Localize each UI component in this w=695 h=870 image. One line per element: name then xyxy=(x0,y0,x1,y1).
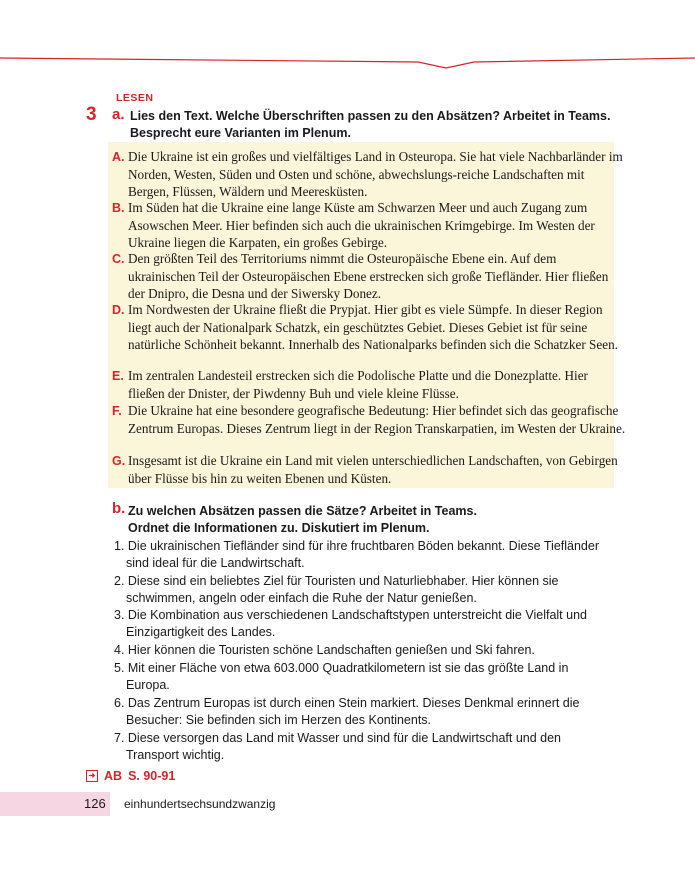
sentence-7: 7. Diese versorgen das Land mit Wasser und sind für die Landwirtschaft und den Transport wichtig. xyxy=(114,731,562,762)
section-label: LESEN xyxy=(116,92,154,104)
workbook-reference[interactable] xyxy=(86,769,175,783)
page-number-word: einhundertsechsundzwanzig xyxy=(124,797,276,811)
paragraph-letter: A. xyxy=(112,150,125,164)
sentence-1: 1. Die ukrainischen Tiefländer sind für ihre fruchtbaren Böden bekannt. Diese Tiefländer sind ideal für die Landwirtschaft. xyxy=(114,539,600,570)
paragraph-c xyxy=(112,250,626,302)
task-a-instruction xyxy=(130,108,610,142)
paragraph-text: Insgesamt ist die Ukraine ein Land mit vielen unterschiedlichen Landschaften, von Gebirgen über Flüsse bis hin zu weiten Ebenen und Küsten. xyxy=(128,453,618,486)
task-a-letter: a. xyxy=(112,106,125,123)
paragraph-text: Die Ukraine hat eine besondere geografische Bedeutung: Hier befindet sich das geografische Zentrum Europas. Dieses Zentrum liegt in der Region Transkarpatien, im Westen der Ukraine. xyxy=(128,403,626,436)
page-number: 126 xyxy=(84,796,106,811)
sentence-3: 3. Die Kombination aus verschiedenen Landschaftstypen unterstreicht die Vielfalt und Einzigartigkeit des Landes. xyxy=(114,608,587,639)
paragraph-b xyxy=(112,199,626,251)
paragraph-text: Im zentralen Landesteil erstrecken sich die Podolische Platte und die Donezplatte. Hier fließen der Dnister, der Piwdenny Buh und viele kleine Flüsse. xyxy=(128,368,588,401)
task-b-letter: b. xyxy=(112,500,126,517)
sentence-6: 6. Das Zentrum Europas ist durch einen Stein markiert. Dieses Denkmal erinnert die Besucher: Sie befinden sich im Herzen des Kontinents. xyxy=(114,696,580,727)
paragraph-text: Die Ukraine ist ein großes und vielfältiges Land in Osteuropa. Sie hat viele Nachbarländer im Norden, Westen, Süden und Osten und schöne, abwechslungs-reiche Landschaften mit Bergen, Flüssen, Wäldern und Meeresküsten. xyxy=(128,149,623,199)
workbook-label: AB xyxy=(104,769,123,783)
paragraph-d xyxy=(112,301,626,353)
task-b-line-2: Ordnet die Informationen zu. Diskutiert im Plenum. xyxy=(128,521,430,535)
sentence-4: 4. Hier können die Touristen schöne Landschaften genießen und Ski fahren. xyxy=(114,643,535,657)
paragraph-text: Im Nordwesten der Ukraine fließt die Prypjat. Hier gibt es viele Sümpfe. In dieser Region liegt auch der Nationalpark Schatzk, ein geschütztes Gebiet. Dieses Gebiet ist für seine natürliche Schönheit bekannt. Innerhalb des Nationalparks befinden sich die Schatzker Seen. xyxy=(128,302,618,352)
task-a-line-1: Lies den Text. Welche Überschriften passen zu den Absätzen? Arbeitet in Teams. xyxy=(130,109,611,123)
task-b-line-1: Zu welchen Absätzen passen die Sätze? Arbeitet in Teams. xyxy=(128,504,477,518)
paragraph-e xyxy=(112,367,626,402)
header-rule xyxy=(0,0,695,80)
paragraph-letter: G. xyxy=(112,454,126,468)
paragraph-letter: F. xyxy=(112,404,122,418)
paragraph-letter: B. xyxy=(112,201,125,215)
exercise-number: 3 xyxy=(86,104,97,125)
paragraph-letter: C. xyxy=(112,252,125,266)
paragraph-a xyxy=(112,148,626,200)
task-b-instruction xyxy=(128,503,477,537)
paragraph-g xyxy=(112,452,626,487)
paragraph-f xyxy=(112,402,626,437)
sentence-2: 2. Diese sind ein beliebtes Ziel für Touristen und Naturliebhaber. Hier können sie schwimmen, angeln oder einfach die Ruhe der Natur genießen. xyxy=(114,574,559,605)
task-a-line-2: Besprecht eure Varianten im Plenum. xyxy=(130,126,351,140)
paragraph-text: Den größten Teil des Territoriums nimmt die Osteuropäische Ebene ein. Auf dem ukrainischen Teil der Osteuropäischen Ebene erstrecken sich große Tiefländer. Hier fließen der Dnipro, die Desna und der Siwersky Donez. xyxy=(128,251,609,301)
paragraph-text: Im Süden hat die Ukraine eine lange Küste am Schwarzen Meer und auch Zugang zum Asowschen Meer. Hier befinden sich auch die ukrainischen Krimgebirge. Im Westen der Ukraine liegen die Karpaten, ein großes Gebirge. xyxy=(128,200,595,250)
sentence-5: 5. Mit einer Fläche von etwa 603.000 Quadratkilometern ist sie das größte Land in Europa. xyxy=(114,661,569,692)
workbook-pages: S. 90-91 xyxy=(128,769,176,783)
paragraph-letter: D. xyxy=(112,303,125,317)
workbook-arrow-icon: ➜ xyxy=(86,770,98,782)
paragraph-letter: E. xyxy=(112,369,124,383)
